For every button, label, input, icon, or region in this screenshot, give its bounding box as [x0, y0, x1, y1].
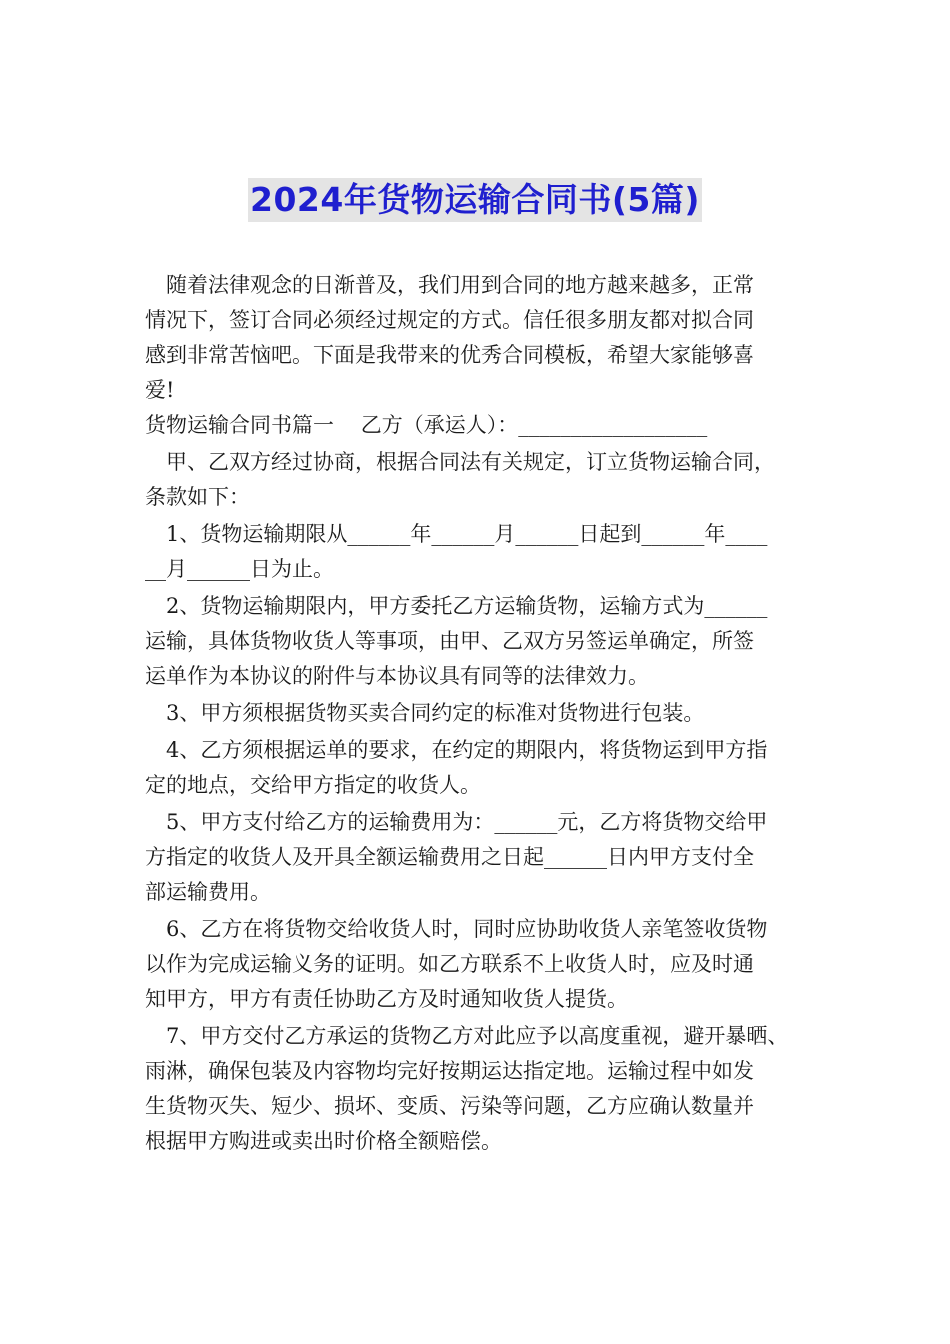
clause-line: 1、货物运输期限从______年______月______日起到______年____: [166, 522, 768, 546]
document-title: 2024年货物运输合同书(5篇): [248, 178, 702, 222]
clause-line: __月______日为止。: [145, 557, 334, 581]
agreement-intro-line: 甲、乙双方经过协商，根据合同法有关规定，订立货物运输合同，: [166, 450, 775, 474]
clause-line: 6、乙方在将货物交给收货人时，同时应协助收货人亲笔签收货物: [166, 917, 768, 941]
agreement-intro: [145, 445, 810, 515]
clause-line: 雨淋，确保包装及内容物均完好按期运达指定地。运输过程中如发: [145, 1059, 754, 1083]
document-body: [145, 268, 810, 1159]
intro-line: 随着法律观念的日渐普及，我们用到合同的地方越来越多，正常: [166, 273, 754, 297]
clause-item: [145, 733, 810, 803]
clause-line: 以作为完成运输义务的证明。如乙方联系不上收货人时，应及时通: [145, 952, 754, 976]
clause-line: 2、货物运输期限内，甲方委托乙方运输货物，运输方式为______: [166, 594, 768, 618]
clause-item: [145, 517, 810, 587]
title-container: [0, 178, 950, 222]
section-heading: 货物运输合同书篇一 乙方（承运人）：__________________: [145, 413, 708, 437]
clause-line: 定的地点，交给甲方指定的收货人。: [145, 773, 481, 797]
clause-line: 方指定的收货人及开具全额运输费用之日起______日内甲方支付全: [145, 845, 754, 869]
clause-line: 根据甲方购进或卖出时价格全额赔偿。: [145, 1129, 502, 1153]
clause-line: 运单作为本协议的附件与本协议具有同等的法律效力。: [145, 664, 649, 688]
intro-line: 爱!: [145, 378, 175, 402]
clause-line: 3、甲方须根据货物买卖合同约定的标准对货物进行包装。: [166, 701, 705, 725]
agreement-intro-line: 条款如下：: [145, 485, 250, 509]
clause-item: [145, 589, 810, 694]
clause-line: 运输，具体货物收货人等事项，由甲、乙双方另签运单确定，所签: [145, 629, 754, 653]
clause-line: 7、甲方交付乙方承运的货物乙方对此应予以高度重视，避开暴晒、: [166, 1024, 789, 1048]
clause-list: [145, 517, 810, 1159]
clause-line: 5、甲方支付给乙方的运输费用为：______元，乙方将货物交给甲: [166, 810, 768, 834]
clause-line: 4、乙方须根据运单的要求，在约定的期限内，将货物运到甲方指: [166, 738, 768, 762]
intro-line: 感到非常苦恼吧。下面是我带来的优秀合同模板，希望大家能够喜: [145, 343, 754, 367]
intro-paragraph: [145, 268, 810, 408]
clause-item: [145, 805, 810, 910]
clause-line: 部运输费用。: [145, 880, 271, 904]
clause-item: [145, 696, 810, 731]
clause-item: [145, 912, 810, 1017]
intro-line: 情况下，签订合同必须经过规定的方式。信任很多朋友都对拟合同: [145, 308, 754, 332]
clause-line: 生货物灭失、短少、损坏、变质、污染等问题，乙方应确认数量并: [145, 1094, 754, 1118]
clause-line: 知甲方，甲方有责任协助乙方及时通知收货人提货。: [145, 987, 628, 1011]
clause-item: [145, 1019, 810, 1159]
